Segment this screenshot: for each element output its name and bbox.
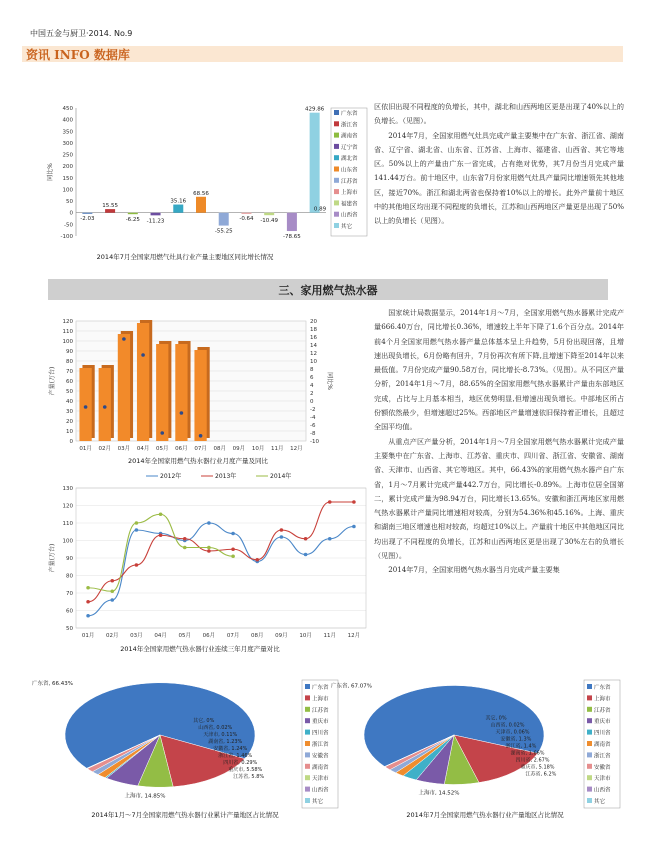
bar-value-label: 15.55 <box>102 203 118 210</box>
legend-label: 其它 <box>594 799 606 805</box>
series-point <box>328 500 332 504</box>
series-point <box>207 546 211 550</box>
y-axis-label: 产量(万台) <box>49 366 56 396</box>
y-axis-label: 产量(万台) <box>49 543 56 573</box>
x-tick-label: 09月 <box>232 446 246 452</box>
legend-swatch <box>587 718 592 723</box>
x-tick-label: 10月 <box>299 633 312 639</box>
legend-label: 江苏省 <box>341 178 358 185</box>
legend-swatch <box>334 212 339 217</box>
bar <box>151 213 161 216</box>
y2-tick-label: 18 <box>310 327 317 333</box>
legend-swatch <box>334 110 339 115</box>
legend-label: 山西省 <box>341 212 358 219</box>
x-tick-label: 11月 <box>323 633 336 639</box>
slice-label: 上海市, 14.52% <box>418 790 460 797</box>
legend-label: 江苏省 <box>594 707 611 714</box>
y-tick-label: 70 <box>66 591 73 597</box>
legend-swatch <box>587 752 592 757</box>
x-tick-label: 01月 <box>81 633 95 639</box>
bar <box>194 350 206 441</box>
legend-label: 安徽省 <box>594 764 611 771</box>
y-tick-label: 150 <box>62 175 73 182</box>
legend-swatch <box>305 695 310 700</box>
growth-point <box>84 405 88 409</box>
x-tick-label: 03月 <box>130 633 143 639</box>
section-heading-bar <box>48 279 608 300</box>
y-tick-label: 110 <box>62 329 73 335</box>
bar-value-label: -10.49 <box>260 218 279 225</box>
y2-tick-label: 14 <box>310 343 317 349</box>
slice-label: 广东省, 67.07% <box>331 683 372 690</box>
x-tick-label: 06月 <box>202 633 216 639</box>
y-tick-label: 300 <box>62 140 73 147</box>
y-tick-label: -50 <box>64 222 73 229</box>
slice-label: 浙江省, 1.46% <box>218 752 253 759</box>
legend-label: 湖北省 <box>341 156 358 163</box>
legend-label: 上海市 <box>594 696 611 703</box>
legend-label: 上海市 <box>341 190 358 197</box>
bar <box>196 197 206 213</box>
legend-label: 福建省 <box>341 201 358 208</box>
legend-label: 其它 <box>312 799 324 805</box>
y2-tick-label: -8 <box>310 431 316 437</box>
bar <box>173 205 183 213</box>
series-point <box>280 528 284 532</box>
caption-bar1: 2014年7月全国家用燃气灶具行业产量主要地区同比增长情况 <box>96 253 274 261</box>
series-point <box>352 525 356 529</box>
x-tick-label: 04月 <box>136 446 150 452</box>
paragraph: 2014年7月，全国家用燃气灶具完成产量主要集中在广东省、浙江省、湖南省、辽宁省、湖北省、山东省、江苏省、上海市、福建省、山西省、其它等地区。50%以上的产量由广东一省完成，占有绝对优势，其7月份当月完成产量141.44万台。前十地区中，山东省7月份家用燃气灶具产量同比增速领先其他地区，接近70%。浙江和湖北两省也保持着10%以上的增长。此外产量前十地区中的其他地区均出现不同程度的负增长，江苏和山西两地区产量更是出现了50%以上的负增长（见图）。 <box>374 130 624 226</box>
legend-swatch <box>587 707 592 712</box>
growth-point <box>199 434 203 438</box>
legend-label: 重庆市 <box>312 719 329 726</box>
legend-swatch <box>305 741 310 746</box>
bar <box>99 368 111 441</box>
y-tick-label: 250 <box>62 152 73 159</box>
caption-bar2: 2014年全国家用燃气热水器行业月度产量及同比 <box>127 457 269 465</box>
legend-swatch <box>334 223 339 228</box>
caption-pie2: 2014年7月全国家用燃气热水器行业产量地区占比情况 <box>406 811 564 819</box>
legend-label: 上海市 <box>312 696 329 703</box>
legend-swatch <box>334 189 339 194</box>
paragraph: 区依旧出现不同程度的负增长，其中，湖北和山西两地区更是出现了40%以上的负增长。（见图）。 <box>374 102 624 126</box>
slice-label: 湖南省, 1.23% <box>208 738 243 745</box>
slice-label: 江苏省, 5.8% <box>233 773 265 780</box>
legend-swatch <box>334 155 339 160</box>
legend-label: 广东省 <box>312 685 329 691</box>
y-tick-label: 30 <box>66 409 73 415</box>
slice-label: 山西省, 0.02% <box>490 722 525 729</box>
legend-label: 山西省 <box>312 787 329 794</box>
series-point <box>231 547 235 551</box>
legend-label: 江苏省 <box>312 707 329 714</box>
section-band-title: 资讯 INFO 数据库 <box>26 48 130 62</box>
legend-swatch <box>305 775 310 780</box>
bar <box>156 344 168 441</box>
x-tick-label: 05月 <box>178 633 191 639</box>
legend-label: 2012年 <box>160 473 182 480</box>
legend-label: 湖南省 <box>341 133 358 140</box>
legend-swatch <box>587 684 592 689</box>
bar-value-label: -2.03 <box>80 216 95 223</box>
y-tick-label: 70 <box>66 369 73 375</box>
series-point <box>280 535 284 539</box>
y2-axis-label: 同比% <box>326 372 333 390</box>
growth-point <box>141 353 145 357</box>
bar <box>287 213 297 231</box>
bar-value-label: -55.25 <box>214 228 233 235</box>
legend-swatch <box>334 144 339 149</box>
bar-value-label: 0.89 <box>313 206 327 213</box>
y2-tick-label: 16 <box>310 335 317 341</box>
bar-value-label: 429.86 <box>305 106 325 113</box>
x-tick-label: 12月 <box>347 633 361 639</box>
y-tick-label: 50 <box>66 626 73 632</box>
slice-label: 四川省, 0.29% <box>223 759 258 766</box>
y-tick-label: 450 <box>62 106 73 112</box>
series-point <box>255 558 259 562</box>
x-tick-label: 09月 <box>275 633 288 639</box>
series-point <box>86 586 90 590</box>
y2-tick-label: 6 <box>310 375 314 381</box>
x-tick-label: 08月 <box>213 446 226 452</box>
y2-tick-label: -4 <box>310 415 316 421</box>
legend-label: 天津市 <box>594 776 611 783</box>
slice-label: 其它, 0% <box>193 717 215 724</box>
series-point <box>86 600 90 604</box>
y-tick-label: 100 <box>62 538 73 545</box>
series-point <box>304 553 308 557</box>
slice-label: 重庆市, 5.58% <box>228 766 263 773</box>
y-tick-label: 120 <box>62 319 73 325</box>
y-tick-label: 400 <box>62 117 73 124</box>
legend-swatch <box>587 775 592 780</box>
legend-label: 四川省 <box>594 730 611 737</box>
series-point <box>231 554 235 558</box>
series-point <box>110 598 114 602</box>
x-tick-label: 12月 <box>290 446 303 452</box>
legend-swatch <box>305 684 310 689</box>
legend-swatch <box>334 133 339 138</box>
legend-swatch <box>587 798 592 803</box>
y-tick-label: 130 <box>62 486 73 492</box>
bar <box>264 213 274 215</box>
bar-chart-monthly-output <box>46 313 366 473</box>
slice-label: 山西省, 0.02% <box>198 724 233 731</box>
legend-label: 重庆市 <box>594 719 611 726</box>
y-tick-label: 200 <box>62 164 73 171</box>
growth-point <box>122 337 126 341</box>
line-chart-three-year <box>46 470 366 640</box>
bar-chart-stove-growth <box>46 100 366 250</box>
bar <box>310 113 320 213</box>
y2-tick-label: 10 <box>310 359 317 365</box>
series-point <box>110 589 114 593</box>
y2-tick-label: -6 <box>310 423 316 429</box>
legend-label: 广东省 <box>594 685 611 691</box>
legend-label: 四川省 <box>312 730 329 737</box>
slice-label: 上海市, 14.85% <box>124 793 166 800</box>
caption-pie1: 2014年1月～7月全国家用燃气热水器行业累计产量地区占比情况 <box>91 811 279 819</box>
bar <box>82 213 92 214</box>
legend-label: 2013年 <box>215 473 237 480</box>
slice-label: 湖南省, 1.66% <box>510 750 545 757</box>
bar <box>118 334 130 441</box>
legend-label: 辽宁省 <box>341 144 358 151</box>
bar-value-label: -6.25 <box>125 217 140 224</box>
legend-swatch <box>305 718 310 723</box>
x-tick-label: 05月 <box>156 446 169 452</box>
series-point <box>207 521 211 525</box>
series-point <box>207 549 211 553</box>
y-tick-label: 20 <box>66 419 73 425</box>
y-tick-label: 60 <box>66 379 73 385</box>
legend-label: 安徽省 <box>312 753 329 760</box>
series-point <box>304 537 308 541</box>
y-tick-label: 0 <box>69 210 73 217</box>
x-tick-label: 07月 <box>194 446 207 452</box>
text-top-right <box>374 100 624 229</box>
y2-tick-label: -10 <box>310 439 319 445</box>
slice-label: 江苏省, 6.2% <box>525 771 557 778</box>
slice-label: 安徽省, 1.24% <box>213 745 248 752</box>
y2-tick-label: 0 <box>310 399 314 405</box>
journal-header: 中国五金与厨卫·2014. No.9 <box>30 29 133 38</box>
bar <box>241 213 251 214</box>
bar <box>219 213 229 226</box>
legend-swatch <box>334 178 339 183</box>
legend-label: 天津市 <box>312 776 329 783</box>
y-tick-label: 10 <box>66 429 73 435</box>
legend-label: 湖南省 <box>312 764 329 771</box>
legend-swatch <box>305 787 310 792</box>
y-tick-label: 100 <box>62 339 73 345</box>
x-tick-label: 11月 <box>271 446 284 452</box>
series-point <box>86 614 90 618</box>
legend-label: 广东省 <box>341 111 358 117</box>
bar-value-label: -78.65 <box>283 234 301 241</box>
slice-label: 其它, 0% <box>485 715 507 722</box>
legend-label: 浙江省 <box>341 122 358 129</box>
caption-line: 2014年全国家用燃气热水器行业连续三年月度产量对比 <box>120 645 280 653</box>
legend-label: 浙江省 <box>312 742 329 748</box>
pie-chart-cumulative <box>32 670 340 810</box>
legend-swatch <box>305 798 310 803</box>
y-tick-label: 50 <box>66 389 73 395</box>
x-tick-label: 08月 <box>251 633 264 639</box>
y-tick-label: 40 <box>66 399 73 405</box>
y2-tick-label: 20 <box>310 319 317 325</box>
series-point <box>328 537 332 541</box>
series-point <box>159 533 163 537</box>
series-point <box>135 521 139 525</box>
legend-label: 山西省 <box>594 787 611 794</box>
growth-point <box>103 405 107 409</box>
series-line <box>88 514 233 591</box>
pie-chart-july <box>331 670 634 810</box>
slice-label: 广东省, 66.43% <box>32 680 73 687</box>
series-point <box>135 563 139 567</box>
x-tick-label: 02月 <box>106 633 119 639</box>
y-tick-label: 0 <box>69 439 73 445</box>
bar-value-label: 68.56 <box>193 190 209 197</box>
slice-label: 天津市, 0.11% <box>203 731 238 738</box>
legend-swatch <box>587 695 592 700</box>
x-tick-label: 07月 <box>226 633 240 639</box>
bar <box>128 213 138 214</box>
legend-swatch <box>587 730 592 735</box>
x-tick-label: 10月 <box>251 446 265 452</box>
legend-label: 2014年 <box>270 473 292 480</box>
y-tick-label: 350 <box>62 129 73 136</box>
x-tick-label: 06月 <box>175 446 188 452</box>
y2-tick-label: -2 <box>310 407 316 413</box>
legend-swatch <box>305 752 310 757</box>
y-tick-label: 100 <box>62 187 73 194</box>
legend-label: 浙江省 <box>594 753 611 760</box>
x-tick-label: 02月 <box>98 446 111 452</box>
y-tick-label: 50 <box>66 199 73 206</box>
y-tick-label: 80 <box>66 359 73 365</box>
slice-label: 浙江省, 1.4% <box>505 743 537 750</box>
y2-tick-label: 2 <box>310 391 314 397</box>
y2-tick-label: 8 <box>310 367 314 373</box>
growth-point <box>180 411 184 415</box>
legend-swatch <box>587 787 592 792</box>
growth-point <box>160 431 164 435</box>
series-point <box>110 579 114 583</box>
x-tick-label: 04月 <box>154 633 167 639</box>
bar <box>175 344 187 441</box>
paragraph: 2014年7月，全国家用燃气热水器当月完成产量主要集 <box>388 565 560 575</box>
series-point <box>231 532 235 536</box>
paragraph: 国家统计局数据显示，2014年1月～7月，全国家用燃气热水器累计完成产量666.40万台，同比增长0.36%，增速较上半年下降了1.6个百分点。2014年前4个月全国家用燃气热水器产量总体基本呈上升趋势，5月份出现回落，且增速出现负增长，6月份略有回升，7月份再次有所下降,且增速下降至2014年以来最低值。7月份完成产量90.58万台，同比增长-8.73%。（见图）。从不同区产量分析，2014年1月～7月，88.65%的全国家用燃气热水器累计产量由东部地区完成，占比与上月基本相当，地区优势明显,但增速出现负增长。中部地区所占份额依然最少，但增速超过25%。西部地区产量增速依旧保持着正增长，且超过全国平均值。 <box>374 308 624 432</box>
series-point <box>183 537 187 541</box>
section-title: 三、家用燃气热水器 <box>278 284 378 297</box>
x-tick-label: 03月 <box>117 446 131 452</box>
y2-tick-label: 4 <box>310 383 314 389</box>
series-point <box>183 546 187 550</box>
bar <box>105 209 115 213</box>
y-tick-label: 80 <box>66 573 73 580</box>
legend-label: 湖南省 <box>594 742 611 748</box>
legend-swatch <box>334 200 339 205</box>
slice-label: 四川省, 2.67% <box>515 757 550 764</box>
slice-label: 重庆市, 5.18% <box>520 764 555 771</box>
legend-swatch <box>305 764 310 769</box>
y-axis-label: 同比% <box>47 163 54 181</box>
legend-label: 山东省 <box>341 167 358 174</box>
y-tick-label: 110 <box>62 521 73 527</box>
legend-swatch <box>334 167 339 172</box>
y-tick-label: 120 <box>62 503 73 510</box>
bar-value-label: -11.23 <box>146 218 165 225</box>
bar <box>79 368 91 441</box>
legend-label: 其它 <box>341 224 353 230</box>
bar-value-label: -0.64 <box>239 215 254 222</box>
x-tick-label: 01月 <box>79 446 92 452</box>
y-tick-label: -100 <box>60 234 73 240</box>
bar-value-label: 35.16 <box>170 198 187 205</box>
y-tick-label: 90 <box>66 556 73 562</box>
bar <box>137 323 149 441</box>
legend-swatch <box>587 764 592 769</box>
series-point <box>159 512 163 516</box>
y2-tick-label: 12 <box>310 351 317 357</box>
series-point <box>135 528 139 532</box>
y-tick-label: 90 <box>66 349 73 355</box>
text-mid-right <box>374 306 624 578</box>
section-band <box>22 46 623 62</box>
legend-swatch <box>305 707 310 712</box>
slice-label: 天津市, 0.06% <box>495 729 530 736</box>
legend-swatch <box>305 730 310 735</box>
legend-swatch <box>334 121 339 126</box>
legend-swatch <box>587 741 592 746</box>
paragraph: 从重点产区产量分析，2014年1月～7月全国家用燃气热水器累计完成产量主要集中在广东省、上海市、江苏省、重庆市、四川省、浙江省、安徽省、湖南省、天津市、山西省、其它等地区。其中，66.43%的家用燃气热水器产自广东省，1月～7月累计完成产量442.7万台，同比增长-0.89%。上海市位居全国第二，累计完成产量为98.94万台，同比增长13.65%。安徽和浙江两地区家用燃气热水器累计产量同比增速相对较高，分别为54.36%和45.16%。上海、重庆和湖南三地区增速也相对较高，均超过10%以上。产量前十地区中其他地区同比均出现了不同程度的负增长，江苏和山西两地区更是出现了30%左右的负增长（见图）。 <box>374 436 624 561</box>
y-tick-label: 60 <box>66 608 73 615</box>
slice-label: 安徽省, 1.3% <box>500 736 532 743</box>
series-point <box>352 500 356 504</box>
